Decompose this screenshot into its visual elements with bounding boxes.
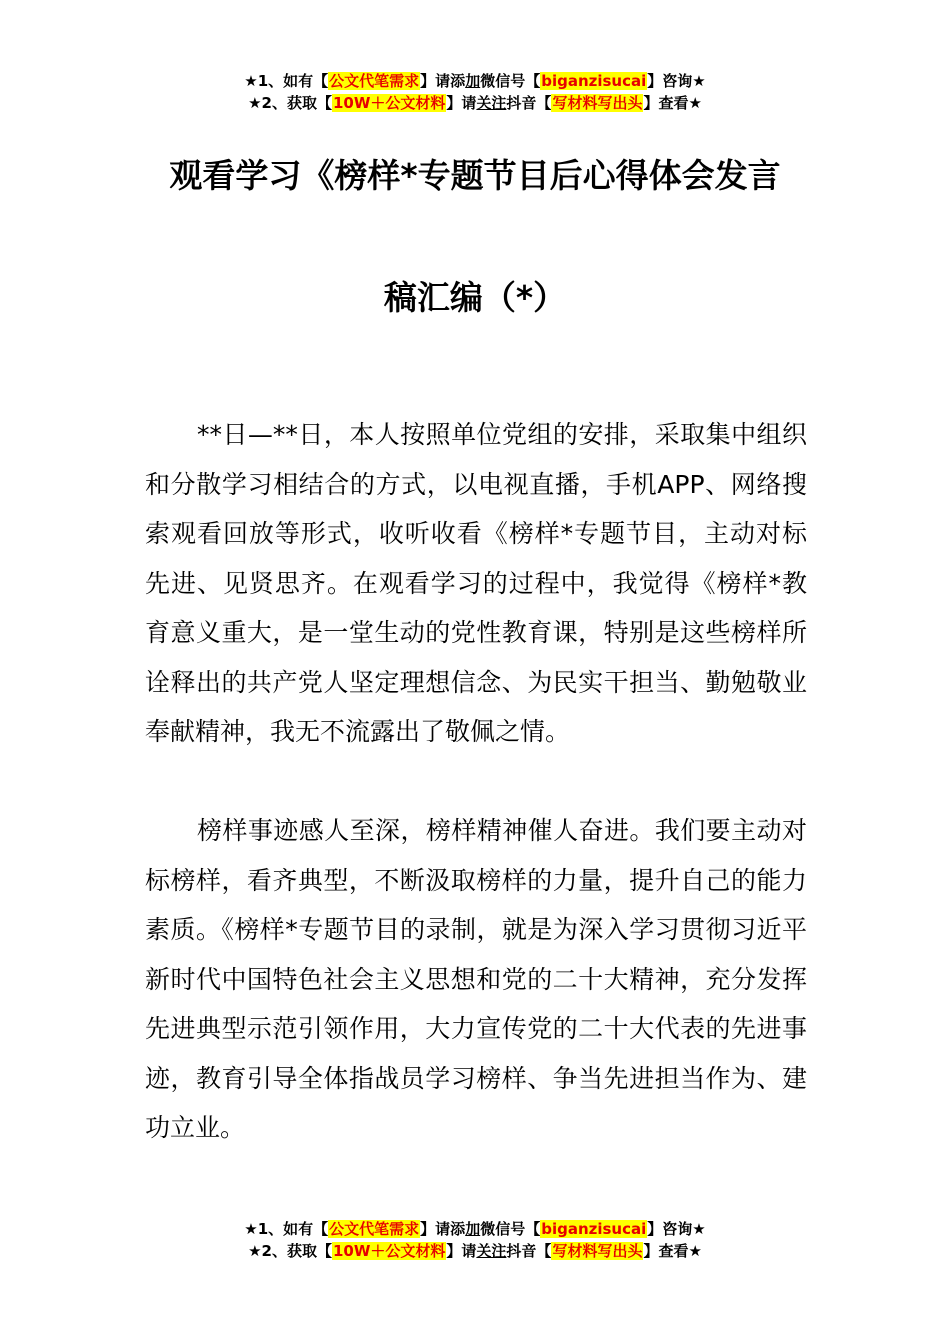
promo-highlight: 写材料写出头	[552, 94, 643, 112]
promo-text: ★2、获取【	[248, 1242, 332, 1260]
promo-highlight: 公文代笔需求	[329, 1220, 420, 1238]
promo-text: 】请添	[420, 72, 466, 90]
promo-highlight: 公文代笔需求	[329, 72, 420, 90]
promo-text: 】查看★	[643, 1242, 702, 1260]
promo-banner-bottom	[0, 1218, 950, 1262]
promo-text: 】请	[446, 94, 477, 112]
promo-underlined: 关注	[476, 94, 507, 112]
promo-text: ★2、获取【	[248, 94, 332, 112]
promo-text: ★1、如有【	[244, 1220, 329, 1238]
promo-line-1	[0, 70, 950, 92]
document-title-line-1: 观看学习《榜样*专题节目后心得体会发言	[169, 156, 781, 195]
promo-text: 】请添	[420, 1220, 466, 1238]
promo-line-2	[0, 1240, 950, 1262]
promo-text: 】咨询★	[647, 72, 706, 90]
promo-text: 抖音【	[506, 94, 552, 112]
body-paragraph-1: **日—**日，本人按照单位党组的安排，采取集中组织和分散学习相结合的方式，以电视直播，手机APP、网络搜索观看回放等形式，收听收看《榜样*专题节目，主动对标先进、见贤思齐。在观看学习的过程中，我觉得《榜样*教育意义重大，是一堂生动的党性教育课，特别是这些榜样所诠释出的共产党人坚定理想信念、为民实干担当、勤勉敬业奉献精神，我无不流露出了敬佩之情。	[145, 420, 807, 746]
document-title-line-2: 稿汇编（*）	[383, 278, 567, 317]
promo-line-2	[0, 92, 950, 114]
promo-text: 微信号【	[480, 1220, 541, 1238]
promo-highlight: 写材料写出头	[552, 1242, 643, 1260]
promo-line-1	[0, 1218, 950, 1240]
body-paragraph-2: 榜样事迹感人至深，榜样精神催人奋进。我们要主动对标榜样，看齐典型，不断汲取榜样的力量，提升自己的能力素质。《榜样*专题节目的录制，就是为深入学习贯彻习近平新时代中国特色社会主义思想和党的二十大精神，充分发挥先进典型示范引领作用，大力宣传党的二十大代表的先进事迹，教育引导全体指战员学习榜样、争当先进担当作为、建功立业。	[145, 816, 807, 1142]
promo-text: 微信号【	[480, 72, 541, 90]
promo-text: 】查看★	[643, 94, 702, 112]
promo-banner-top	[0, 70, 950, 114]
promo-highlight: biganzisucai	[541, 72, 647, 90]
promo-highlight: 10W＋公文材料	[332, 1242, 446, 1260]
promo-text: ★1、如有【	[244, 72, 329, 90]
promo-underlined: 加	[465, 1220, 481, 1238]
promo-underlined: 关注	[476, 1242, 507, 1260]
promo-highlight: 10W＋公文材料	[332, 94, 446, 112]
promo-text: 抖音【	[506, 1242, 552, 1260]
promo-highlight: biganzisucai	[541, 1220, 647, 1238]
promo-text: 】请	[446, 1242, 477, 1260]
promo-underlined: 加	[465, 72, 481, 90]
promo-text: 】咨询★	[647, 1220, 706, 1238]
